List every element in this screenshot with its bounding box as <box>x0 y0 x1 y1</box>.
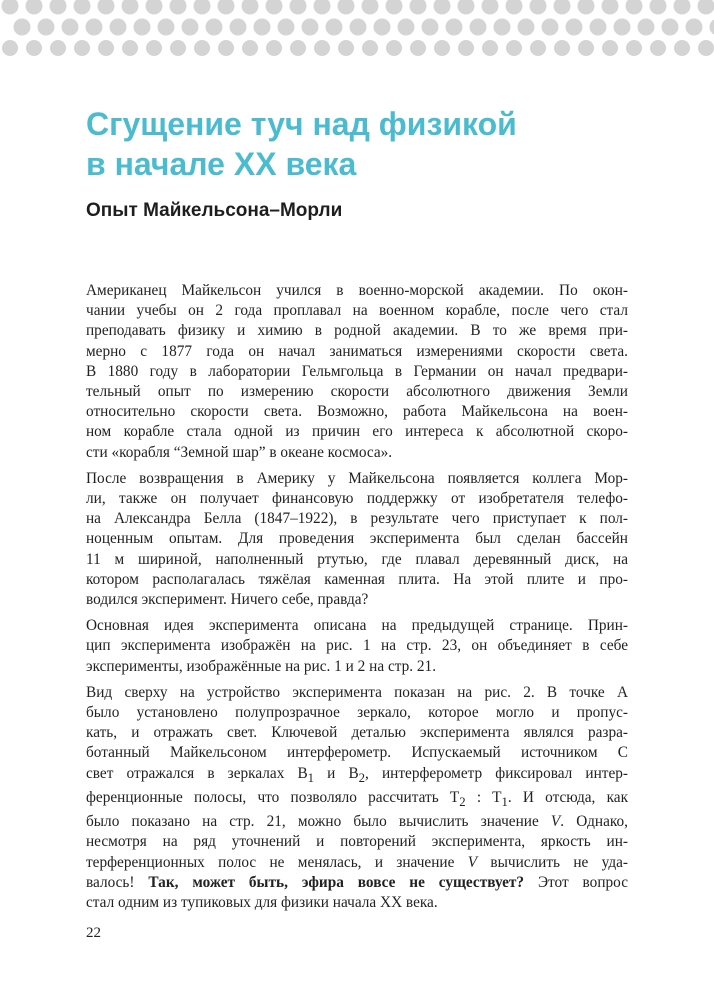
decorative-dot <box>314 0 331 15</box>
text-line: Основная идея эксперимента описана на предыдущей странице. Прин- <box>86 617 628 635</box>
decorative-dot <box>290 40 306 56</box>
text-line: тельный опыт по измерению скорости абсолютного движения Земли <box>86 383 628 401</box>
body-text <box>86 281 628 919</box>
subscript: 1 <box>501 794 508 809</box>
decorative-dot <box>170 40 186 56</box>
decorative-dot <box>506 0 523 15</box>
decorative-dot <box>194 0 211 15</box>
decorative-dot <box>626 40 642 56</box>
decorative-dot <box>74 40 90 56</box>
decorative-dot <box>158 19 175 36</box>
decorative-dot <box>590 19 607 36</box>
decorative-dot <box>134 19 151 36</box>
text-fragment: было показано на стр. 21, можно было вычислить значение <box>86 813 551 831</box>
decorative-dot <box>542 19 559 36</box>
paragraph-1 <box>86 281 628 463</box>
decorative-dot <box>410 0 427 15</box>
decorative-dot <box>122 0 139 15</box>
text-fragment: : T <box>465 788 502 806</box>
text-line: сти «корабля “Земной шар” в океане космоса». <box>86 443 393 461</box>
bold-question: Так, может быть, эфира вовсе не существует? <box>148 873 525 891</box>
text-line: эксперименты, изображённые на рис. 1 и 2 на стр. 21. <box>86 657 437 675</box>
paragraph-3 <box>86 616 628 677</box>
decorative-dot <box>458 40 474 56</box>
decorative-dot <box>602 0 619 15</box>
decorative-dot <box>50 0 67 15</box>
text-fragment: вычислить не уда- <box>477 853 629 871</box>
decorative-dot <box>182 19 199 36</box>
decorative-dot <box>614 19 631 36</box>
decorative-dot <box>242 0 259 15</box>
text-line: преподавать физику и химию в родной академии. В то же время при- <box>86 322 628 340</box>
decorative-dot <box>170 0 187 15</box>
decorative-dot <box>434 40 450 56</box>
decorative-dot <box>458 0 475 15</box>
decorative-dot <box>50 40 66 56</box>
decorative-dot <box>698 0 714 15</box>
decorative-dot <box>674 40 690 56</box>
decorative-dot <box>482 40 498 56</box>
decorative-dot <box>578 40 594 56</box>
decorative-dot <box>242 40 258 56</box>
decorative-dot <box>266 0 283 15</box>
decorative-dot <box>206 19 223 36</box>
text-fragment: , интерферометр фиксировал интер- <box>365 764 628 782</box>
decorative-dot <box>98 40 114 56</box>
decorative-dot <box>218 40 234 56</box>
decorative-dot <box>62 19 79 36</box>
text-line: Вид сверху на устройство эксперимента показан на рис. 2. В точке A <box>86 683 628 701</box>
decorative-dot <box>2 40 18 56</box>
text-fragment: свет отражался в зеркалах B <box>86 764 308 782</box>
decorative-dot <box>566 19 583 36</box>
text-line: котором располагалась тяжёлая каменная плита. На этой плите и про- <box>86 570 628 588</box>
page-title <box>86 104 646 184</box>
decorative-dot <box>446 19 463 36</box>
text-line: на Александра Белла (1847–1922), в результате чего приступает к пол- <box>86 510 628 528</box>
decorative-dot <box>38 19 55 36</box>
text-line <box>86 873 628 893</box>
text-line: стал одним из тупиковых для физики начала XX века. <box>86 893 438 911</box>
decorative-dot <box>626 0 643 15</box>
decorative-dot <box>374 19 391 36</box>
decorative-dot <box>218 0 235 15</box>
text-line: несмотря на ряд уточнений и повторений эксперимента, яркость ин- <box>86 833 628 851</box>
decorative-dot <box>482 0 499 15</box>
text-fragment: терференционных полос не менялась, и значение <box>86 853 468 871</box>
decorative-dot <box>266 40 282 56</box>
text-line: 11 м шириной, наполненный ртутью, где плавал деревянный диск, на <box>86 550 628 568</box>
decorative-dot <box>530 40 546 56</box>
decorative-dot <box>290 0 307 15</box>
decorative-dot <box>398 19 415 36</box>
decorative-dot <box>650 0 667 15</box>
decorative-dot <box>146 0 163 15</box>
decorative-dot <box>26 0 43 15</box>
text-line: ном корабле стала одной из причин его интереса к абсолютной скоро- <box>86 423 628 441</box>
decorative-dot <box>338 0 355 15</box>
decorative-dot <box>254 19 271 36</box>
text-fragment: . Однако, <box>560 813 628 831</box>
decorative-dot <box>506 40 522 56</box>
text-line: В 1880 году в лаборатории Гельмгольца в Германии он начал предвари- <box>86 362 628 380</box>
section-subtitle: Опыт Майкельсона–Морли <box>86 200 343 221</box>
paragraph-2 <box>86 469 628 610</box>
decorative-dot <box>494 19 511 36</box>
decorative-dot <box>194 40 210 56</box>
decorative-dot <box>710 19 714 36</box>
decorative-dot <box>638 19 655 36</box>
text-line: водился эксперимент. Ничего себе, правда? <box>86 591 369 609</box>
page-number: 22 <box>86 925 101 941</box>
text-line: чании учебы он 2 года проплавал на военном корабле, после чего стал <box>86 302 628 320</box>
decorative-dot <box>350 19 367 36</box>
variable-v: V <box>467 853 478 871</box>
decorative-dot <box>278 19 295 36</box>
text-line: кать, и отражать свет. Ключевой деталью эксперимента являлся разра- <box>86 724 628 742</box>
text-fragment: валось! <box>86 873 149 891</box>
decorative-dot <box>386 40 402 56</box>
decorative-dot <box>422 19 439 36</box>
text-fragment: и B <box>314 764 359 782</box>
variable-v: V <box>550 813 561 831</box>
decorative-dot <box>662 19 679 36</box>
decorative-dot <box>554 0 571 15</box>
decorative-dot <box>602 40 618 56</box>
decorative-dot <box>122 40 138 56</box>
text-fragment: ференционные полосы, что позволяло рассчитать T <box>86 788 460 806</box>
text-line: ботанный Майкельсоном интерферометр. Испускаемый источником C <box>86 744 628 762</box>
decorative-dot <box>674 0 691 15</box>
text-line <box>86 853 628 873</box>
decorative-dot <box>26 40 42 56</box>
decorative-dot <box>302 19 319 36</box>
decorative-dot <box>434 0 451 15</box>
text-line: После возвращения в Америку у Майкельсона появляется коллега Мор- <box>86 469 628 487</box>
decorative-dot <box>326 19 343 36</box>
text-line <box>86 788 628 812</box>
text-line: цип эксперимента изображён на рис. 1 на стр. 23, он объединяет в себе <box>86 637 628 655</box>
decorative-dot-pattern <box>0 0 714 62</box>
title-line: в начале XX века <box>86 146 357 182</box>
decorative-dot <box>110 19 127 36</box>
decorative-dot <box>362 0 379 15</box>
decorative-dot <box>98 0 115 15</box>
decorative-dot <box>410 40 426 56</box>
paragraph-4 <box>86 683 628 913</box>
text-fragment: Этот вопрос <box>524 873 628 891</box>
decorative-dot <box>146 40 162 56</box>
decorative-dot <box>554 40 570 56</box>
decorative-dot <box>74 0 91 15</box>
decorative-dot <box>518 19 535 36</box>
decorative-dot <box>230 19 247 36</box>
text-line: ли, также он получает финансовую поддержку от изобретателя телефо- <box>86 490 628 508</box>
text-line <box>86 812 628 832</box>
subscript: 1 <box>307 770 315 785</box>
decorative-dot <box>362 40 378 56</box>
decorative-dot <box>578 0 595 15</box>
text-line <box>86 764 628 788</box>
text-line: относительно скорости света. Возможно, работа Майкельсона на воен- <box>86 403 628 421</box>
subscript: 2 <box>358 770 366 785</box>
text-line: мерно с 1877 года он начал заниматься измерениями скорости света. <box>86 342 628 360</box>
text-line: ноценным опытам. Для проведения эксперимента был сделан бассейн <box>86 530 628 548</box>
title-line: Сгущение туч над физикой <box>86 106 517 142</box>
text-fragment: . И отсюда, как <box>507 788 629 806</box>
decorative-dot <box>86 19 103 36</box>
decorative-dot <box>338 40 354 56</box>
decorative-dot <box>698 40 714 56</box>
decorative-dot <box>2 0 19 15</box>
text-line: Американец Майкельсон учился в военно-морской академии. По окон- <box>86 282 628 299</box>
text-line: было установлено полупрозрачное зеркало, которое могло и пропус- <box>86 704 628 722</box>
decorative-dot <box>386 0 403 15</box>
decorative-dot <box>14 19 31 36</box>
decorative-dot <box>686 19 703 36</box>
decorative-dot <box>314 40 330 56</box>
decorative-dot <box>650 40 666 56</box>
decorative-dot <box>530 0 547 15</box>
decorative-dot <box>470 19 487 36</box>
subscript: 2 <box>459 794 466 809</box>
